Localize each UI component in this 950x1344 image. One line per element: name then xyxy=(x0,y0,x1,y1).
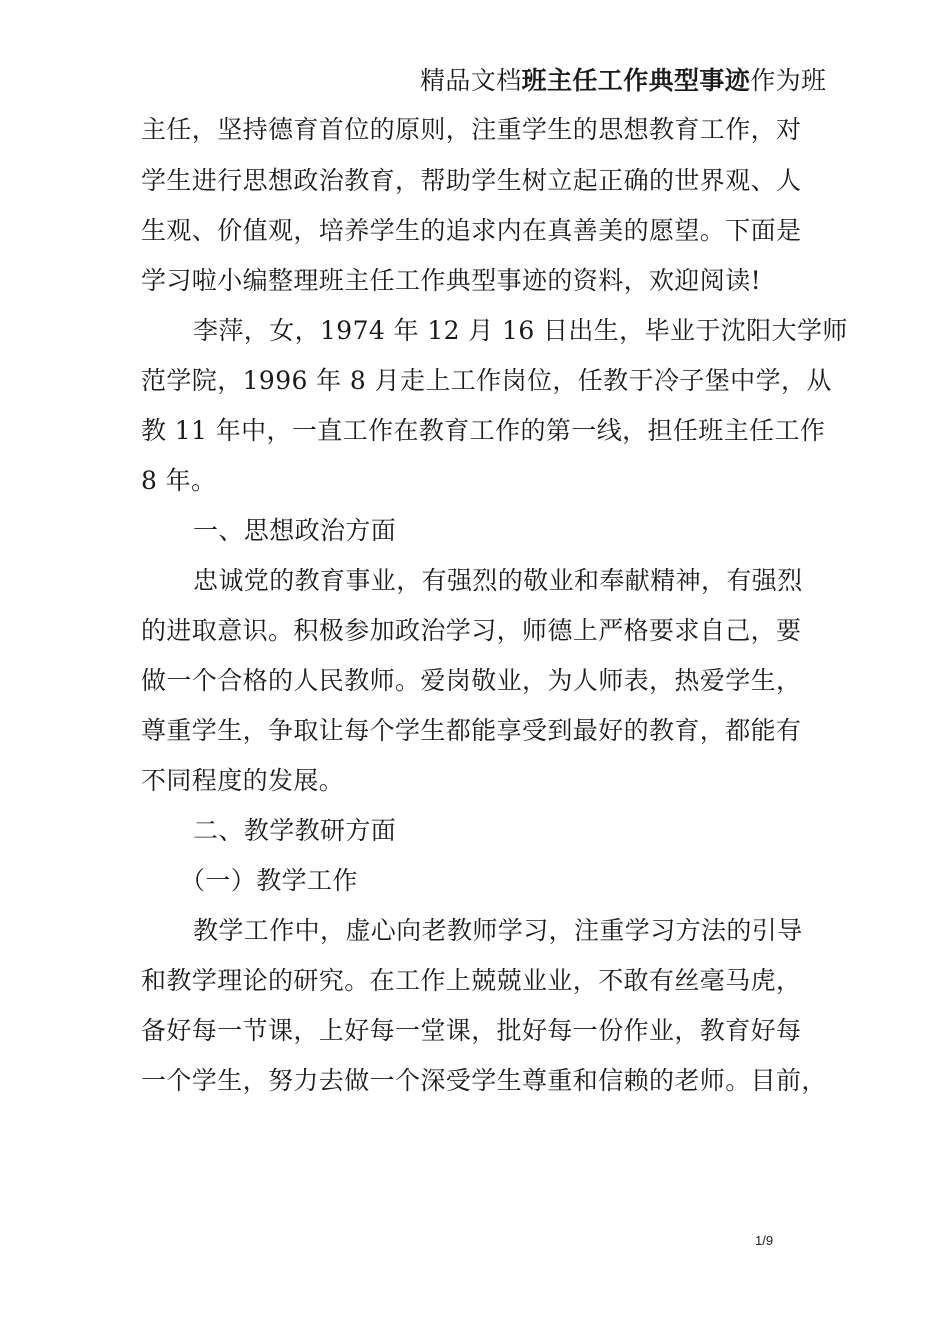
text-line: 教 11 年中，一直工作在教育工作的第一线，担任班主任工作 xyxy=(141,416,826,445)
section-heading: 一、思想政治方面 xyxy=(193,516,397,545)
text-line: 忠诚党的教育事业，有强烈的敬业和奉献精神，有强烈 xyxy=(193,566,803,595)
text-line: 教学工作中，虚心向老教师学习，注重学习方法的引导 xyxy=(193,916,803,945)
subsection-heading: （一）教学工作 xyxy=(180,866,358,895)
text-line: 不同程度的发展。 xyxy=(141,766,345,795)
text-line: 备好每一节课，上好每一堂课，批好每一份作业，教育好每 xyxy=(141,1016,802,1045)
text-line: 学生进行思想政治教育，帮助学生树立起正确的世界观、人 xyxy=(141,166,802,195)
text-line: 一个学生，努力去做一个深受学生尊重和信赖的老师。目前， xyxy=(141,1066,827,1095)
text-line: 8 年。 xyxy=(141,466,217,495)
text-line: 尊重学生，争取让每个学生都能享受到最好的教育，都能有 xyxy=(141,716,802,745)
page-header xyxy=(420,66,826,96)
text-line: 生观、价值观，培养学生的追求内在真善美的愿望。下面是 xyxy=(141,216,802,245)
text-line: 李萍，女，1974 年 12 月 16 日出生，毕业于沈阳大学师 xyxy=(193,316,848,345)
text-line: 范学院，1996 年 8 月走上工作岗位，任教于冷子堡中学，从 xyxy=(141,366,832,395)
section-heading: 二、教学教研方面 xyxy=(193,816,397,845)
header-title: 班主任工作典型事迹 xyxy=(521,66,751,95)
text-line: 和教学理论的研究。在工作上兢兢业业，不敢有丝毫马虎， xyxy=(141,966,802,995)
text-line: 学习啦小编整理班主任工作典型事迹的资料，欢迎阅读! xyxy=(141,266,762,295)
header-prefix: 精品文档 xyxy=(420,66,522,95)
text-line: 做一个合格的人民教师。爱岗敬业，为人师表，热爱学生， xyxy=(141,666,802,695)
header-tail: 作为班 xyxy=(750,66,827,95)
text-line: 的进取意识。积极参加政治学习，师德上严格要求自己，要 xyxy=(141,616,802,645)
text-line: 主任，坚持德育首位的原则，注重学生的思想教育工作，对 xyxy=(141,115,802,144)
page-number: 1/9 xyxy=(755,1233,774,1248)
